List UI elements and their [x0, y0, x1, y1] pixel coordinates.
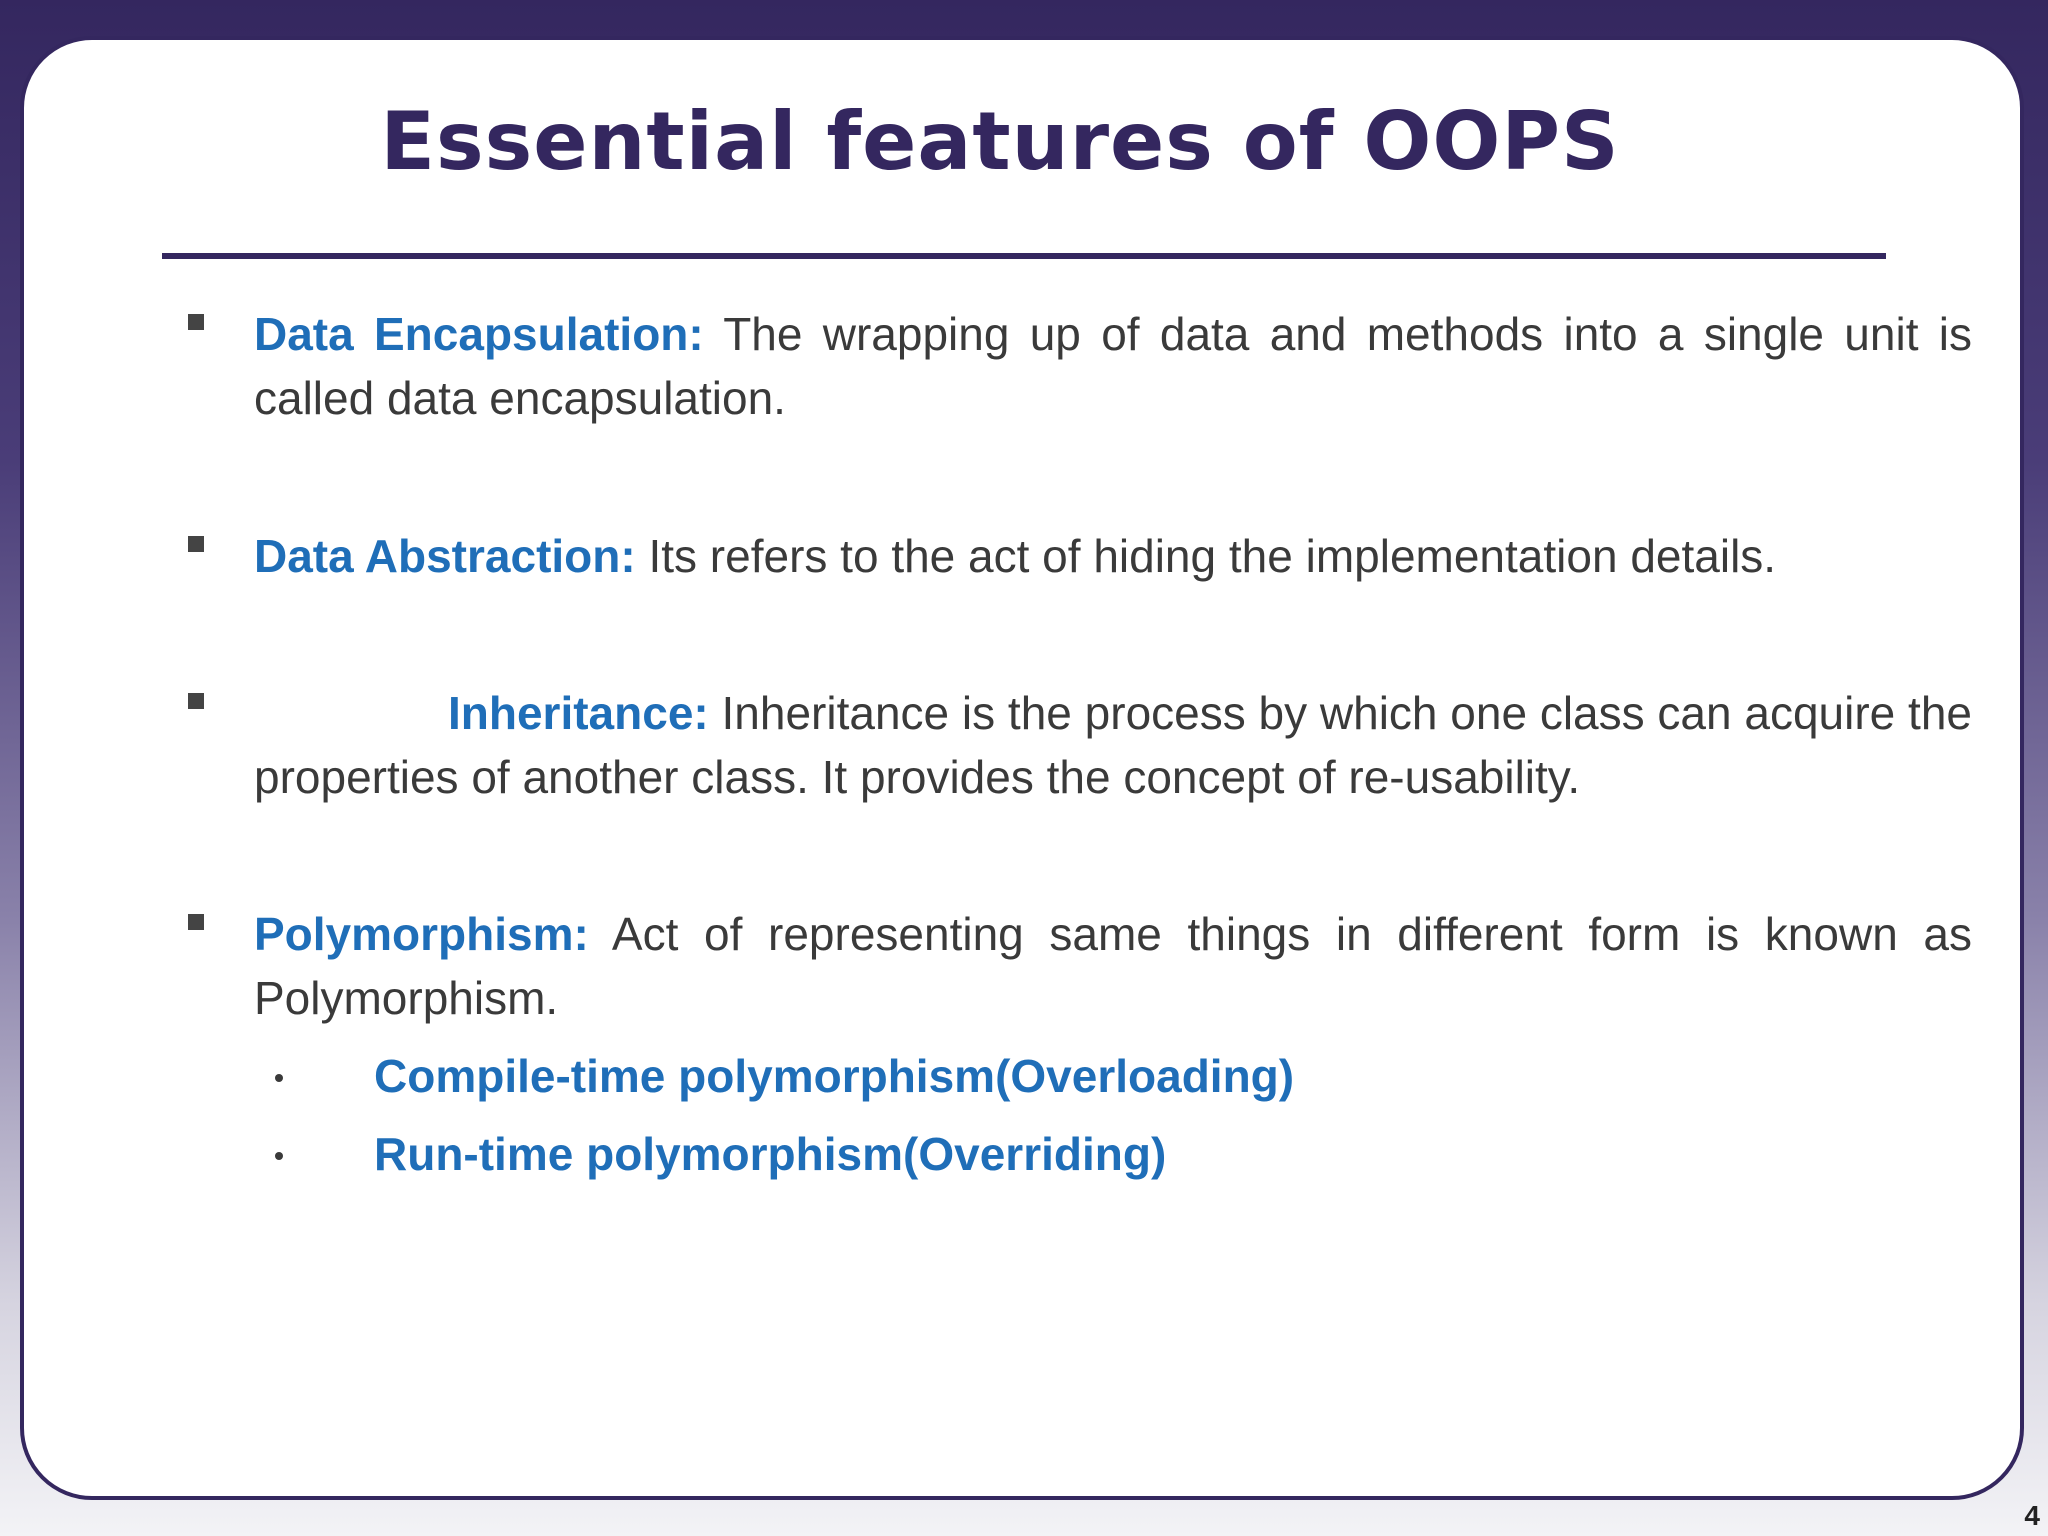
item-text: Its refers to the act of hiding the implementation details.	[635, 530, 1777, 582]
dot-bullet-icon	[275, 1152, 283, 1160]
item-text: The wrapping up of data and methods into a single unit is called data encapsulation.	[254, 308, 1972, 424]
page-number: 4	[2024, 1500, 2040, 1531]
item-term: Polymorphism:	[254, 908, 589, 960]
list-item-encapsulation	[254, 302, 1972, 430]
item-text: Inheritance is the process by which one class can acquire the properties of another class. It provides the concept of re-usability.	[254, 687, 1972, 803]
square-bullet-icon	[188, 693, 204, 709]
list-item-inheritance	[254, 681, 1972, 809]
item-term: Inheritance:	[448, 687, 709, 739]
slide-title: Essential features of OOPS	[380, 95, 1620, 188]
title-divider	[162, 253, 1886, 259]
square-bullet-icon	[188, 314, 204, 330]
list-item-polymorphism	[254, 902, 1972, 1030]
sub-item-compile-time: Compile-time polymorphism(Overloading)	[374, 1050, 1295, 1102]
item-term: Data Abstraction:	[254, 530, 636, 582]
square-bullet-icon	[188, 914, 204, 930]
list-item-abstraction	[254, 524, 1972, 588]
square-bullet-icon	[188, 536, 204, 552]
sub-item-run-time: Run-time polymorphism(Overriding)	[374, 1128, 1167, 1180]
item-text: Act of representing same things in different form is known as Polymorphism.	[254, 908, 1972, 1024]
dot-bullet-icon	[275, 1074, 283, 1082]
item-term: Data Encapsulation:	[254, 308, 704, 360]
